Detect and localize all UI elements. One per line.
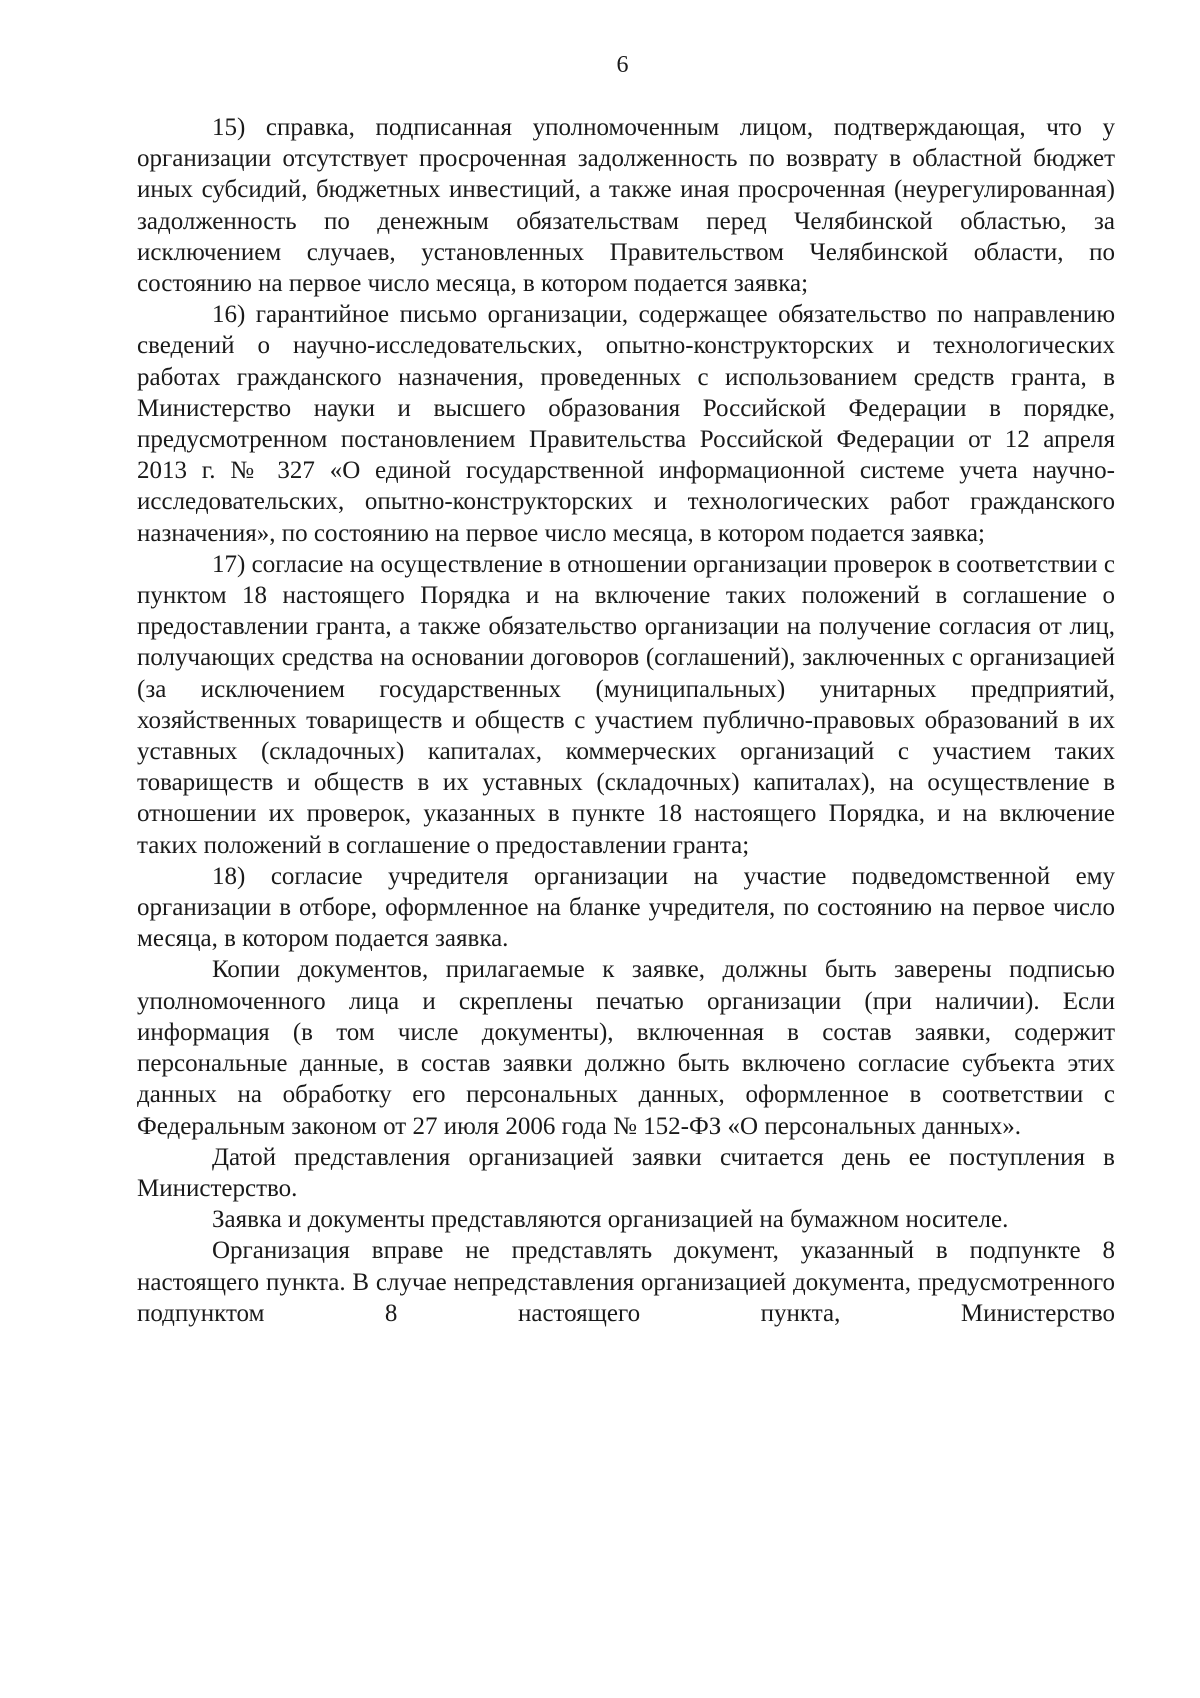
paragraph-paper-format: Заявка и документы представляются организацией на бумажном носителе. (212, 1206, 1009, 1234)
paragraph-item-16: 16) гарантийное письмо организации, содержащее обязательство по направлению сведений о научно-исследовательских, опытно-конструкторских и технологических работах гражданского назначения, проведенных с использованием средств гранта, в Министерство науки и высшего образования Российской Федерации в порядке, предусмотренном постановлением Правительства Российской Федерации от 12 апреля 2013 г. № 327 «О единой государственной информационной системе учета научно-исследовательских, опытно-конструкторских и технологических работ гражданского назначения», по состоянию на первое число месяца, в котором подается заявка; (137, 301, 1115, 547)
paragraph-document-copies: Копии документов, прилагаемые к заявке, должны быть заверены подписью уполномоченного лица и скреплены печатью организации (при наличии). Если информация (в том числе документы), включенная в состав заявки, содержит персональные данные, в состав заявки должно быть включено согласие субъекта этих данных на обработку его персональных данных, оформленное в соответствии с Федеральным законом от 27 июля 2006 года № 152-ФЗ «О персональных данных». (137, 956, 1115, 1140)
paragraph-item-15: 15) справка, подписанная уполномоченным лицом, подтверждающая, что у организации отсутствует просроченная задолженность по возврату в областной бюджет иных субсидий, бюджетных инвестиций, а также иная просроченная (неурегулированная) задолженность по денежным обязательствам перед Челябинской областью, за исключением случаев, установленных Правительством Челябинской области, по состоянию на первое число месяца, в котором подается заявка; (137, 114, 1115, 298)
document-body (137, 112, 1115, 1329)
paragraph-item-18: 18) согласие учредителя организации на участие подведомственной ему организации в отборе, оформленное на бланке учредителя, по состоянию на первое число месяца, в котором подается заявка. (137, 862, 1115, 953)
paragraph-submission-date: Датой представления организацией заявки считается день ее поступления в Министерство. (137, 1143, 1115, 1202)
paragraph-optional-document: Организация вправе не представлять документ, указанный в подпункте 8 настоящего пункта. В случае непредставления организацией документа, предусмотренного подпунктом 8 настоящего пункта, Министерство (137, 1237, 1115, 1327)
paragraph-item-17: 17) согласие на осуществление в отношении организации проверок в соответствии с пунктом 18 настоящего Порядка и на включение таких положений в соглашение о предоставлении гранта, а также обязательство организации на получение согласия от лиц, получающих средства на основании договоров (соглашений), заключенных с организацией (за исключением государственных (муниципальных) унитарных предприятий, хозяйственных товариществ и обществ с участием публично-правовых образований в их уставных (складочных) капиталах, коммерческих организаций с участием таких товариществ и обществ в их уставных (складочных) капиталах), на осуществление в отношении их проверок, указанных в пункте 18 настоящего Порядка, и на включение таких положений в соглашение о предоставлении гранта; (137, 550, 1115, 859)
page-number: 6 (616, 52, 629, 78)
